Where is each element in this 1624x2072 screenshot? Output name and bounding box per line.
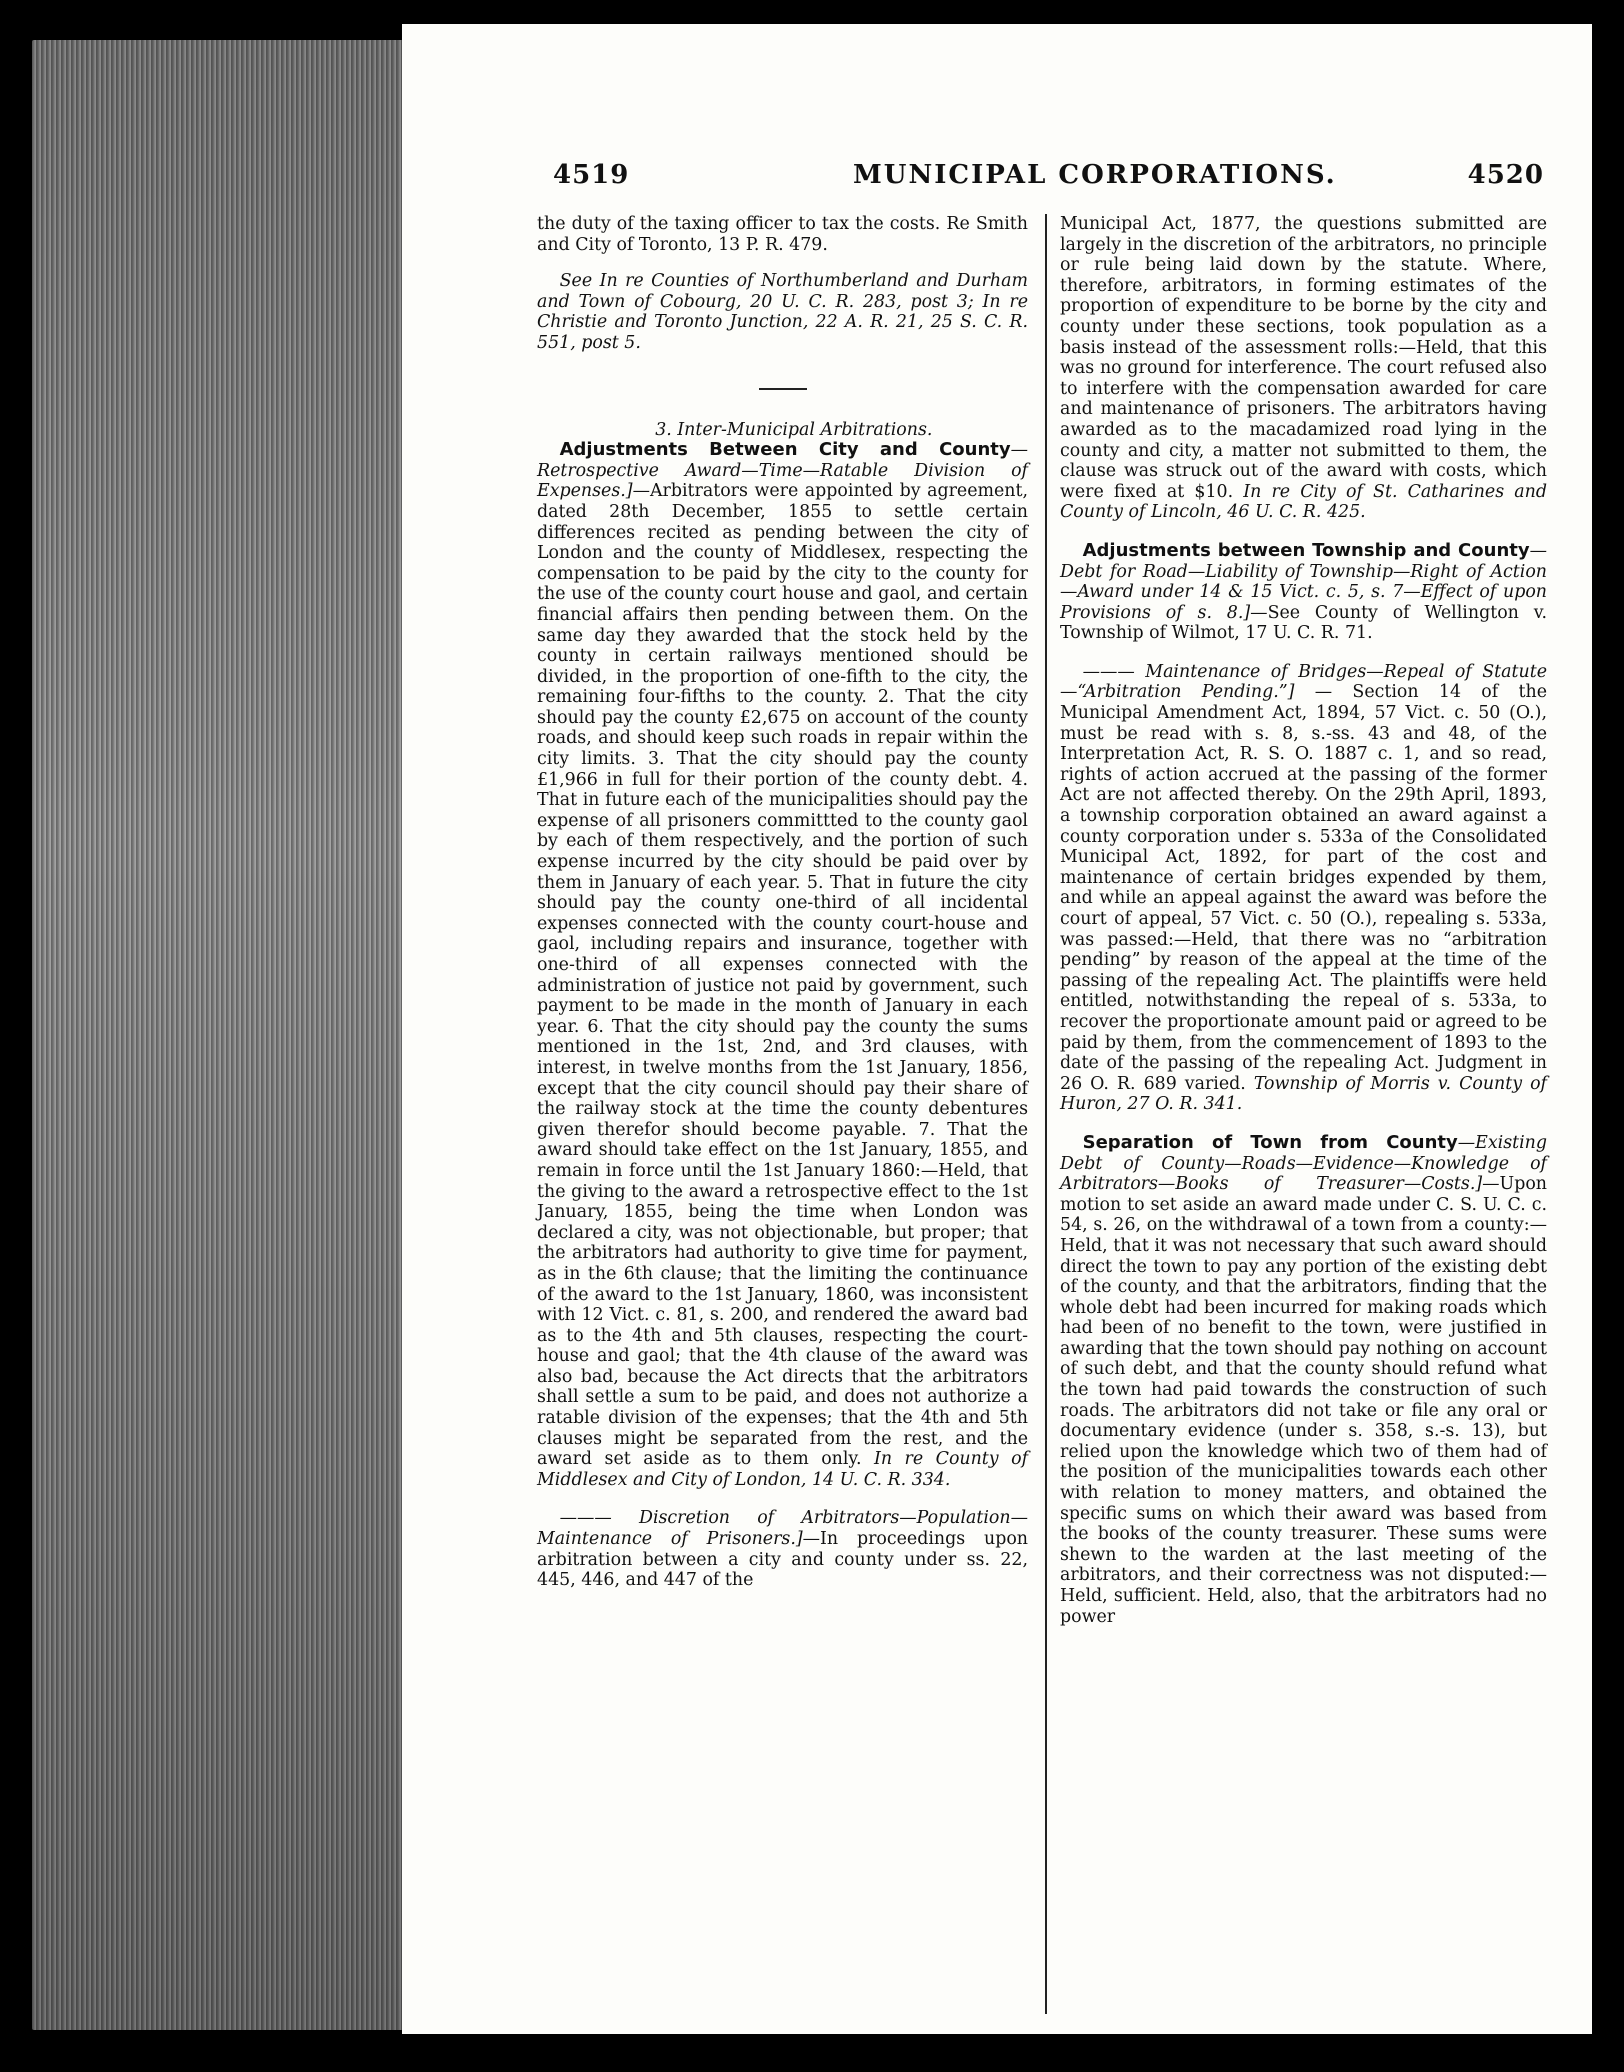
- case-paragraph: [1060, 214, 1547, 523]
- case-subheading: ——— Maintenance of Bridges—Repeal of Statute—“Arbitration Pending.”]: [1060, 661, 1547, 703]
- spacer: [537, 1490, 1028, 1508]
- running-title: MUNICIPAL CORPORATIONS.: [853, 160, 1337, 190]
- case-heading: Separation of Town from County: [1082, 1131, 1458, 1153]
- running-header: [553, 160, 1544, 200]
- case-subheading: —Debt for Road—Liability of Township—Right of Action—Award under 14 & 15 Vict. c. 5, s. 7—Effect of upon Provisions of s. 8.]: [1060, 540, 1547, 623]
- case-citation: Township of Morris v. County of Huron, 27 O. R. 341.: [1060, 1073, 1547, 1115]
- case-paragraph: [537, 440, 1028, 1490]
- case-citation: In re City of St. Catharines and County of Lincoln, 46 U. C. R. 425.: [1060, 481, 1547, 523]
- case-heading: Adjustments between Township and County: [1082, 539, 1530, 561]
- case-subheading: —Existing Debt of County—Roads—Evidence—Knowledge of Arbitrators—Books of Treasurer—Costs.]: [1060, 1132, 1547, 1195]
- case-subheading: —Retrospective Award—Time—Ratable Division of Expenses.]: [537, 440, 1028, 502]
- case-body: —See County of Wellington v. Township of Wilmot, 17 U. C. R. 71.: [1060, 602, 1547, 644]
- right-column: [1060, 214, 1547, 1627]
- case-body: —Upon motion to set aside an award made under C. S. U. C. c. 54, s. 26, on the withdrawal of a town from a county:—Held, that it was not necessary that such award should direct the town to pay any portion of the existing debt of the county, and that the arbitrators, finding that the whole debt had been incurred for making roads which had been of no benefit to the town, were justified in awarding that the town should pay nothing on account of such debt, and that the county should refund what the town had paid towards the construction of such roads. The arbitrators did not take or file any oral or documentary evidence (under s. 358, s.-s. 13), but relied upon the knowledge which two of them had of the position of the municipalities towards each other with relation to money matters, and obtained the specific sums on which their award was based from the books of the county treasurer. These sums were shewn to the warden at the last meeting of the arbitrators, and their correctness was not disputed:—Held, sufficient. Held, also, that the arbitrators had no power: [1060, 1174, 1547, 1627]
- left-column: [537, 214, 1028, 1591]
- paragraph: the duty of the taxing officer to tax the costs. Re Smith and City of Toronto, 13 P. R. 479.: [537, 214, 1028, 255]
- left-page-number: 4519: [553, 160, 630, 190]
- case-heading: Adjustments Between City and County: [559, 439, 1011, 461]
- case-paragraph: [1060, 541, 1547, 644]
- case-subheading: ——— Discretion of Arbitrators—Population—Maintenance of Prisoners.]: [537, 1508, 1028, 1550]
- case-paragraph: [537, 1508, 1028, 1590]
- section-title: 3. Inter-Municipal Arbitrations.: [655, 419, 933, 440]
- case-body: Municipal Act, 1877, the questions submitted are largely in the discretion of the arbitrators, no principle or rule being laid down by the statute. Where, therefore, arbitrators, in forming estimates of the proportion of expenditure to be borne by the city and county under these sections, took population as a basis instead of the assessment rolls:—Held, that this was no ground for interference. The court refused also to interfere with the compensation awarded for care and maintenance of prisoners. The arbitrators having awarded as to the macadamized road lying in the county and city, a matter not submitted to them, the clause was struck out of the award with costs, which were fixed at $10.: [1060, 214, 1547, 502]
- case-citation: In re County of Middlesex and City of London, 14 U. C. R. 334.: [537, 1449, 1029, 1490]
- see-also-paragraph: See In re Counties of Northumberland and Durham and Town of Cobourg, 20 U. C. R. 283, post 3; In re Christie and Toronto Junction, 22 A. R. 21, 25 S. C. R. 551, post 5.: [537, 271, 1028, 353]
- case-body: —Arbitrators were appointed by agreement, dated 28th December, 1855 to settle certain differences recited as pending between the city of London and the county of Middlesex, respecting the compensation to be paid by the city to the county for the use of the county court house and gaol, and certain financial affairs then pending between them. On the same day they awarded that the stock held by the county in certain railways mentioned should be divided, in the proportion of one-fifth to the city, the remaining four-fifths to the county. 2. That the city should pay the county £2,675 on account of the county roads, and should keep such roads in repair within the city limits. 3. That the city should pay the county £1,966 in full for their portion of the county debt. 4. That in future each of the municipalities should pay the expense of all prisoners committted to the county gaol by each of them respectively, and the portion of such expense incurred by the city should be paid over by them in January of each year. 5. That in future the city should pay the county one-third of all incidental expenses connected with the county court-house and gaol, including repairs and insurance, together with one-third of all expenses connected with the administration of justice not paid by government, such payment to be made in the month of January in each year. 6. That the city should pay the county the sums mentioned in the 1st, 2nd, and 3rd clauses, with interest, in twelve months from the 1st January, 1856, except that the city council should pay their share of the railway stock at the time the county debentures given therefor should become payable. 7. That the award should take effect on the 1st January, 1855, and remain in force until the 1st January 1860:—Held, that the giving to the award a retrospective effect to the 1st January, 1855, being the time when London was declared a city, was not objectionable, but proper; that the arbitrators had authority to give time for payment, as in the 6th clause; that the limiting the continuance of the award to the 1st January, 1860, was inconsistent with 12 Vict. c. 81, s. 200, and rendered the award bad as to the 4th and 5th clauses, respecting the court-house and gaol; that the 4th clause of the award was also bad, because the Act directs that the arbitrators shall settle a sum to be paid, and does not authorize a ratable division of the expenses; that the 4th and 5th clauses might be separated from the rest, and the award set aside as to them only.: [537, 481, 1028, 1470]
- case-paragraph: [1060, 662, 1547, 1115]
- case-body: — Section 14 of the Municipal Amendment Act, 1894, 57 Vict. c. 50 (O.), must be read with s. 8, s.-ss. 43 and 48, of the Interpretation Act, R. S. O. 1887 c. 1, and so read, rights of action accrued at the passing of the former Act are not affected thereby. On the 29th April, 1893, a township corporation obtained an award against a county corporation under s. 533a of the Consolidated Municipal Act, 1892, for part of the cost and maintenance of certain bridges expended by them, and while an appeal against the award was before the court of appeal, 57 Vict. c. 50 (O.), repealing s. 533a, was passed:—Held, that there was no “arbitration pending” by reason of the appeal at the time of the passing of the repealing Act. The plaintiffs were held entitled, notwithstanding the repeal of s. 533a, to recover the proportionate amount paid or agreed to be paid by them, from the commencement of 1893 to the date of the passing of the repealing Act. Judgment in 26 O. R. 689 varied.: [1060, 682, 1547, 1094]
- spacer: [1060, 644, 1547, 662]
- book-page-edges: [32, 40, 404, 2030]
- right-page-number: 4520: [1467, 160, 1544, 190]
- section-rule: [759, 388, 807, 390]
- spacer: [1060, 523, 1547, 541]
- spacer: [1060, 1115, 1547, 1133]
- column-divider: [1045, 214, 1047, 2014]
- case-body: —In proceedings upon arbitration between a city and county under ss. 22, 445, 446, and 447 of the: [537, 1529, 1028, 1591]
- case-paragraph: [1060, 1133, 1547, 1627]
